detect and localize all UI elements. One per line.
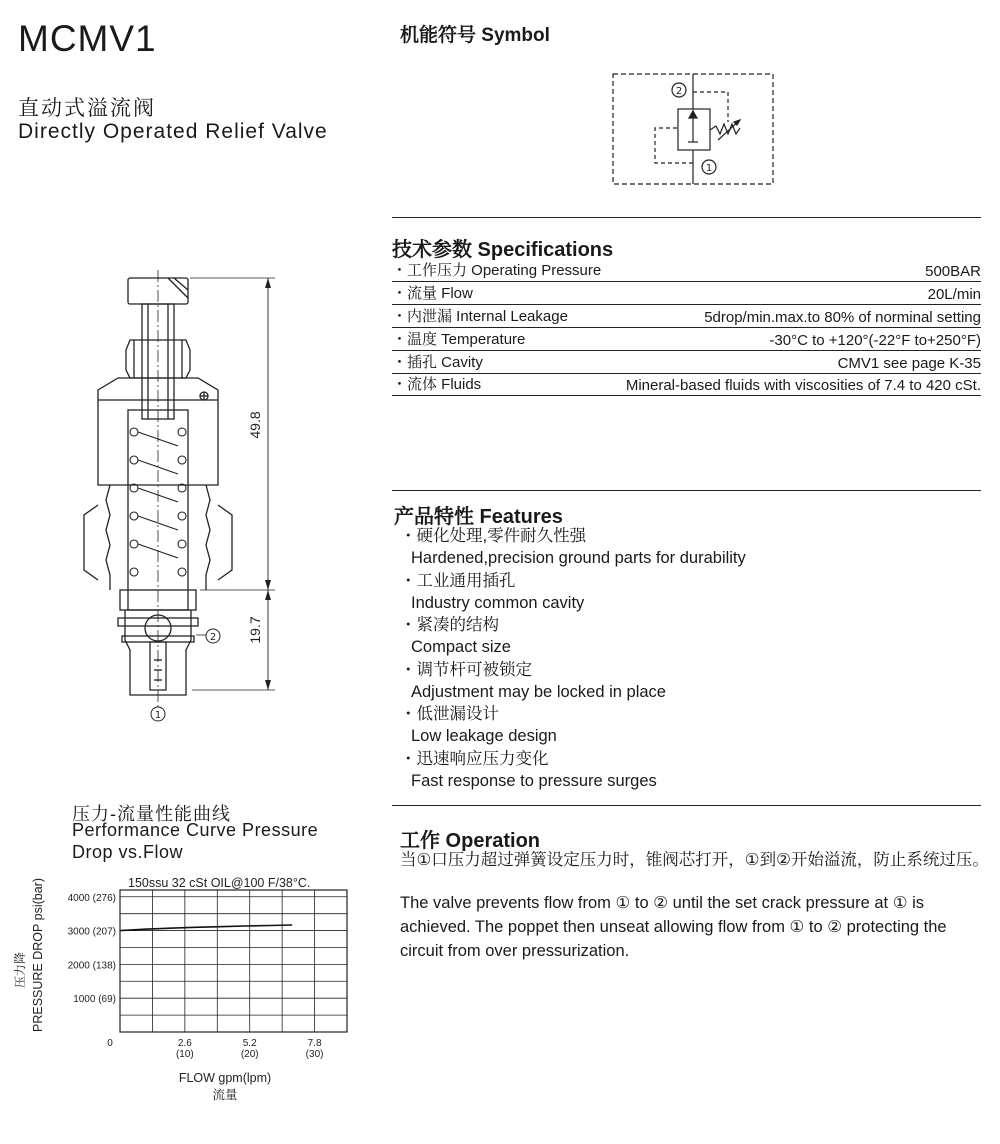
feature-item <box>400 570 584 614</box>
feature-item <box>400 748 657 792</box>
divider <box>392 490 981 491</box>
feature-cn: ・调节杆可被锁定 <box>400 661 532 679</box>
feature-cn: ・紧凑的结构 <box>400 616 499 634</box>
spec-label: ・工作压力 Operating Pressure <box>392 262 602 279</box>
x-axis-label: FLOW gpm(lpm) <box>178 1071 272 1085</box>
feature-item <box>400 614 511 658</box>
spec-value: 5drop/min.max.to 80% of norminal setting <box>704 309 981 326</box>
spec-value: -30°C to +120°(-22°F to+250°F) <box>769 332 981 349</box>
feature-en: Hardened,precision ground parts for durability <box>411 549 746 567</box>
spec-label: ・内泄漏 Internal Leakage <box>392 308 568 325</box>
chart-frame <box>120 890 347 1032</box>
spec-row <box>392 351 981 374</box>
x-tick-label: 2.6 <box>177 1038 192 1049</box>
product-title-en: Directly Operated Relief Valve <box>18 120 328 143</box>
spec-label: ・插孔 Cavity <box>392 354 483 371</box>
valve-symbol-icon <box>610 70 780 190</box>
spec-value: 500BAR <box>925 263 981 280</box>
y-axis-label: PRESSURE DROP psi(bar) <box>31 878 45 1032</box>
x-axis-label-cn: 流量 <box>212 1088 238 1102</box>
dimension-lower: 19.7 <box>247 616 263 644</box>
svg-text:2: 2 <box>675 86 683 97</box>
feature-en: Fast response to pressure surges <box>411 772 657 790</box>
spec-row <box>392 282 981 305</box>
spec-row <box>392 373 981 396</box>
performance-title-cn: 压力-流量性能曲线 <box>72 804 231 824</box>
y-axis-label-cn: 压力降 <box>13 951 27 989</box>
feature-item <box>400 703 557 747</box>
spec-value: 20L/min <box>927 286 981 303</box>
x-tick-sublabel: (20) <box>240 1049 259 1060</box>
performance-title-en: Performance Curve Pressure <box>72 820 319 840</box>
dimension-total: 49.8 <box>247 411 263 439</box>
operation-text-cn: 当①口压力超过弹簧设定压力时，锥阀芯打开，①到②开始溢流，防止系统过压。 <box>400 851 989 869</box>
x-tick-sublabel: (30) <box>305 1049 324 1060</box>
series-line <box>120 925 292 931</box>
operation-title: 工作 Operation <box>400 830 541 852</box>
feature-en: Adjustment may be locked in place <box>411 683 666 701</box>
symbol-title: 机能符号 Symbol <box>400 25 550 46</box>
svg-text:1: 1 <box>705 163 713 174</box>
features-title: 产品特性 Features <box>394 506 563 528</box>
chart-title: 150ssu 32 cSt OIL@100 F/38°C. <box>128 876 311 890</box>
y-tick-label: 2000 (138) <box>67 960 116 972</box>
divider <box>392 217 981 218</box>
feature-item <box>400 525 746 569</box>
svg-text:2: 2 <box>209 632 217 643</box>
divider <box>392 805 981 806</box>
model-title: MCMV1 <box>18 18 157 59</box>
spec-label: ・温度 Temperature <box>392 331 526 348</box>
spec-value: CMV1 see page K-35 <box>837 355 981 372</box>
spec-value: Mineral-based fluids with viscosities of 7.4 to 420 cSt. <box>625 377 981 394</box>
operation-text-en: The valve prevents flow from ① to ② until the set crack pressure at ① is achieved. The poppet then unseat allowing flow from ① to ② protecting the circuit from over pressurization. <box>400 894 947 960</box>
x-tick-label: 5.2 <box>242 1038 257 1049</box>
feature-en: Industry common cavity <box>411 594 585 612</box>
feature-en: Low leakage design <box>411 727 557 745</box>
feature-cn: ・硬化处理,零件耐久性强 <box>400 527 587 545</box>
performance-title-en-2: Drop vs.Flow <box>72 842 184 862</box>
valve-cross-section-drawing <box>70 270 310 730</box>
svg-text:1: 1 <box>154 710 162 721</box>
performance-chart <box>0 860 380 1110</box>
y-tick-label: 4000 (276) <box>67 892 116 904</box>
spec-row <box>392 328 981 351</box>
specs-title: 技术参数 Specifications <box>392 239 614 261</box>
product-title-cn: 直动式溢流阀 <box>18 97 156 120</box>
feature-en: Compact size <box>411 638 511 656</box>
spec-row <box>392 305 981 328</box>
y-tick-label: 3000 (207) <box>67 926 116 938</box>
spec-label: ・流体 Fluids <box>392 376 482 393</box>
spec-row <box>392 259 981 282</box>
feature-cn: ・低泄漏设计 <box>400 705 499 723</box>
y-tick-label: 1000 (69) <box>73 994 116 1006</box>
x-tick-label: 7.8 <box>307 1038 322 1049</box>
x-tick-sublabel: (10) <box>175 1049 194 1060</box>
x-tick-label: 0 <box>107 1038 113 1049</box>
feature-cn: ・工业通用插孔 <box>400 572 516 590</box>
spec-label: ・流量 Flow <box>392 285 473 302</box>
feature-cn: ・迅速响应压力变化 <box>400 750 549 768</box>
feature-item <box>400 659 666 703</box>
